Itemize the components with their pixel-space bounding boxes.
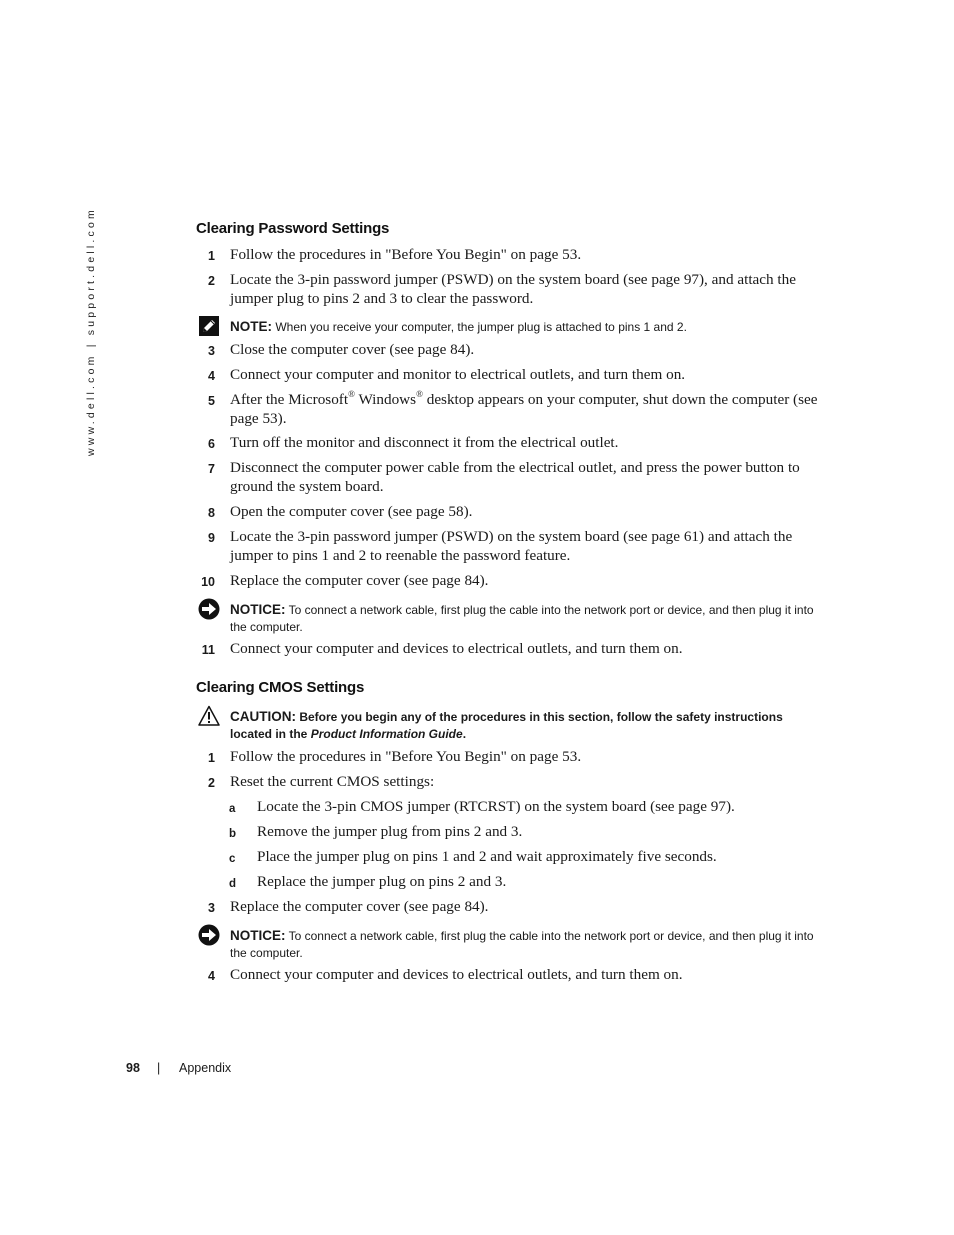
step-number: 6	[208, 437, 215, 451]
pencil-note-icon	[198, 315, 220, 337]
section-heading-cmos: Clearing CMOS Settings	[196, 679, 365, 696]
step-number: 7	[208, 462, 215, 476]
step-text: Locate the 3-pin password jumper (PSWD) on the system board (see page 61) and attach the jumper to pins 1 and 2 to reenable the password feature.	[230, 528, 793, 564]
substep-text: Replace the jumper plug on pins 2 and 3.	[257, 873, 507, 890]
page-footer	[126, 1061, 232, 1075]
step-number: 9	[208, 531, 215, 545]
step-text	[230, 388, 820, 428]
step-number: 2	[208, 274, 215, 288]
step-text-part: desktop appears on your computer, shut down the computer (see page 53).	[230, 391, 818, 427]
caution-label: CAUTION:	[230, 709, 296, 724]
page-number: 98	[126, 1061, 140, 1075]
notice-arrow-icon	[198, 924, 220, 946]
substep-text: Remove the jumper plug from pins 2 and 3.	[257, 823, 523, 840]
step-number: 10	[201, 575, 215, 589]
notice-text: To connect a network cable, first plug the cable into the network port or device, and then plug it into the computer.	[230, 603, 814, 634]
step-text: Replace the computer cover (see page 84).	[230, 898, 489, 915]
step-number: 5	[208, 394, 215, 408]
step-text: Disconnect the computer power cable from the electrical outlet, and press the power button to ground the system board.	[230, 459, 800, 495]
step-text: Turn off the monitor and disconnect it from the electrical outlet.	[230, 434, 619, 451]
notice-arrow-icon	[198, 598, 220, 620]
step-number: 3	[208, 901, 215, 915]
substep-text: Locate the 3-pin CMOS jumper (RTCRST) on the system board (see page 97).	[257, 798, 735, 815]
substep-letter: a	[229, 803, 236, 815]
step-text-part: Windows	[354, 391, 417, 408]
footer-section-title: Appendix	[179, 1061, 232, 1075]
notice-label: NOTICE:	[230, 602, 286, 617]
substep-letter: b	[229, 828, 237, 840]
note-text: When you receive your computer, the jumper plug is attached to pins 1 and 2.	[275, 320, 687, 334]
step-text: Connect your computer and devices to electrical outlets, and turn them on.	[230, 966, 683, 983]
step-text: Replace the computer cover (see page 84).	[230, 572, 489, 589]
footer-separator: |	[157, 1061, 161, 1075]
warning-triangle-icon	[198, 705, 220, 727]
step-number: 8	[208, 506, 215, 520]
step-text: Reset the current CMOS settings:	[230, 773, 435, 790]
notice-text: To connect a network cable, first plug the cable into the network port or device, and then plug it into the computer.	[230, 929, 814, 960]
registered-mark: ®	[348, 388, 355, 399]
caution-text: Before you begin any of the procedures in this section, follow the safety instructions located in the	[230, 710, 783, 741]
step-number: 3	[208, 344, 215, 358]
notice-label: NOTICE:	[230, 928, 286, 943]
step-number: 1	[208, 751, 215, 765]
caution-text-end: .	[462, 727, 467, 741]
substep-text: Place the jumper plug on pins 1 and 2 and wait approximately five seconds.	[257, 848, 717, 865]
note-label: NOTE:	[230, 319, 272, 334]
sidebar-url: www.dell.com | support.dell.com	[85, 207, 97, 456]
step-text: Close the computer cover (see page 84).	[230, 341, 475, 358]
caution-guide-title: Product Information Guide	[310, 727, 463, 741]
step-number: 4	[208, 369, 215, 383]
step-number: 4	[208, 969, 215, 983]
step-number: 1	[208, 249, 215, 263]
step-text: Open the computer cover (see page 58).	[230, 503, 473, 520]
step-number: 2	[208, 776, 215, 790]
substep-letter: d	[229, 878, 237, 890]
step-text: Connect your computer and monitor to electrical outlets, and turn them on.	[230, 366, 686, 383]
step-text: Locate the 3-pin password jumper (PSWD) on the system board (see page 97), and attach the jumper plug to pins 2 and 3 to clear the password.	[230, 271, 796, 307]
step-text: Connect your computer and devices to electrical outlets, and turn them on.	[230, 640, 683, 657]
substep-letter: c	[229, 853, 236, 865]
step-text: Follow the procedures in "Before You Begin" on page 53.	[230, 748, 582, 765]
step-text-part: After the Microsoft	[230, 391, 349, 408]
step-number: 11	[201, 643, 215, 657]
section-heading-password: Clearing Password Settings	[196, 220, 390, 237]
step-text: Follow the procedures in "Before You Begin" on page 53.	[230, 246, 582, 263]
registered-mark: ®	[416, 388, 423, 399]
